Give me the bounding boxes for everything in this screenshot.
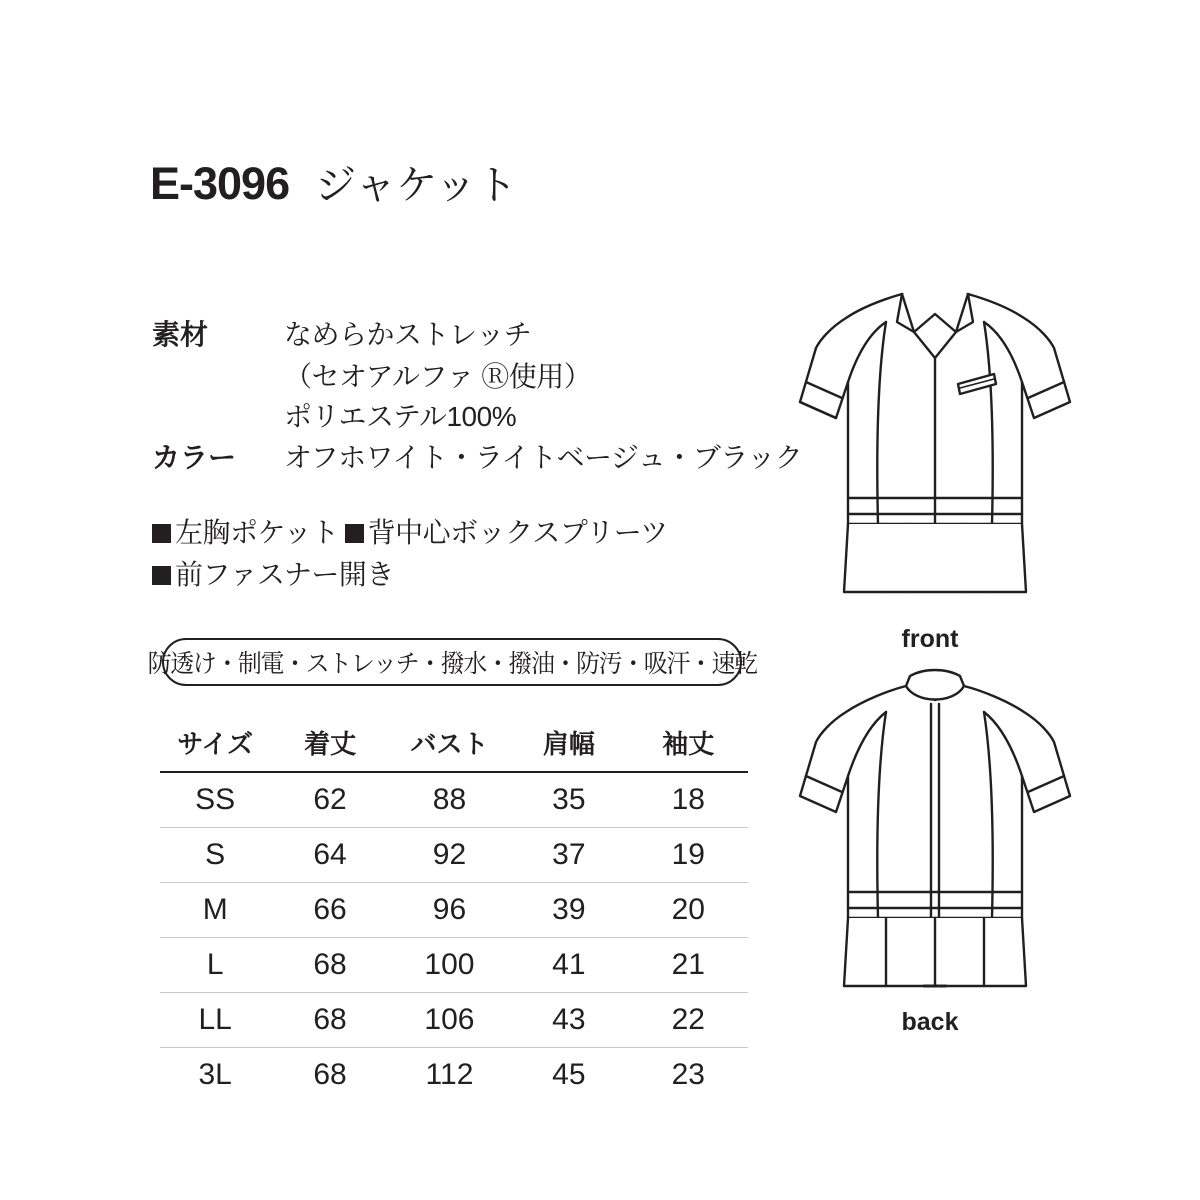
header-sleeve: 袖丈: [629, 718, 748, 772]
function-badge-text: 防透け・制電・ストレッチ・撥水・撥油・防汚・吸汗・速乾: [147, 650, 757, 678]
bullet-square-icon: [152, 524, 171, 543]
table-header-row: [160, 718, 748, 772]
jacket-back-illustration: [790, 660, 1080, 1010]
cell-shoulder: 35: [509, 772, 628, 828]
header-shoulder: 肩幅: [509, 718, 628, 772]
cell-bust: 106: [390, 993, 509, 1048]
cell-bust: 88: [390, 772, 509, 828]
cell-length: 66: [270, 883, 389, 938]
cell-shoulder: 37: [509, 828, 628, 883]
table-row: [160, 883, 748, 938]
table-row: [160, 1048, 748, 1103]
material-value-line-3: ポリエステル100%: [284, 400, 517, 432]
feature-item-0: 左胸ポケット: [175, 517, 339, 548]
cell-length: 68: [313, 1058, 347, 1091]
material-value-line-2: （セオアルファ Ⓡ使用）: [284, 360, 592, 392]
color-row: [152, 438, 872, 478]
jacket-front-illustration: [790, 262, 1080, 617]
cell-size: M: [160, 883, 270, 938]
spec-block: [152, 315, 872, 480]
table-row: [160, 772, 748, 828]
feature-item-1: 背中心ボックスプリーツ: [367, 517, 668, 548]
cell-size: LL: [160, 993, 270, 1048]
bullet-square-icon: [345, 524, 364, 543]
header-length: 着丈: [270, 718, 389, 772]
cell-sleeve: 19: [629, 828, 748, 883]
cell-size: L: [160, 938, 270, 993]
size-table: [160, 718, 748, 1102]
cell-length: 62: [270, 772, 389, 828]
header-size: サイズ: [160, 718, 270, 772]
function-badge: [147, 638, 757, 686]
feature-item-2: 前ファスナー開き: [175, 559, 394, 590]
cell-shoulder: 41: [509, 938, 628, 993]
cell-length: 64: [270, 828, 389, 883]
cell-length: 68: [270, 993, 389, 1048]
table-row: [160, 993, 748, 1048]
cell-bust: 100: [390, 938, 509, 993]
cell-bust: 92: [390, 828, 509, 883]
bullet-square-icon: [152, 566, 171, 585]
table-row: [160, 938, 748, 993]
cell-length: 68: [270, 938, 389, 993]
cell-shoulder: 45: [552, 1058, 586, 1091]
cell-sleeve: 22: [629, 993, 748, 1048]
product-code: E-3096: [150, 158, 290, 209]
material-value-line-1: なめらかストレッチ: [284, 319, 532, 350]
cell-bust: 112: [425, 1058, 474, 1091]
material-label: 素材: [152, 319, 209, 350]
cell-sleeve: 21: [629, 938, 748, 993]
front-caption: front: [901, 625, 959, 653]
material-row: [152, 315, 872, 355]
cell-bust: 96: [390, 883, 509, 938]
cell-size: S: [160, 828, 270, 883]
cell-shoulder: 39: [509, 883, 628, 938]
product-name: ジャケット: [315, 162, 518, 208]
cell-sleeve: 20: [629, 883, 748, 938]
color-label: カラー: [152, 442, 237, 474]
cell-sleeve: 18: [629, 772, 748, 828]
cell-shoulder: 43: [509, 993, 628, 1048]
cell-size: 3L: [198, 1058, 232, 1091]
page-title: [150, 152, 517, 211]
cell-sleeve: 23: [671, 1058, 705, 1091]
cell-size: SS: [160, 772, 270, 828]
header-bust: バスト: [390, 718, 509, 772]
color-value: オフホワイト・ライトベージュ・ブラック: [284, 442, 803, 474]
table-row: [160, 828, 748, 883]
back-caption: back: [901, 1008, 959, 1036]
